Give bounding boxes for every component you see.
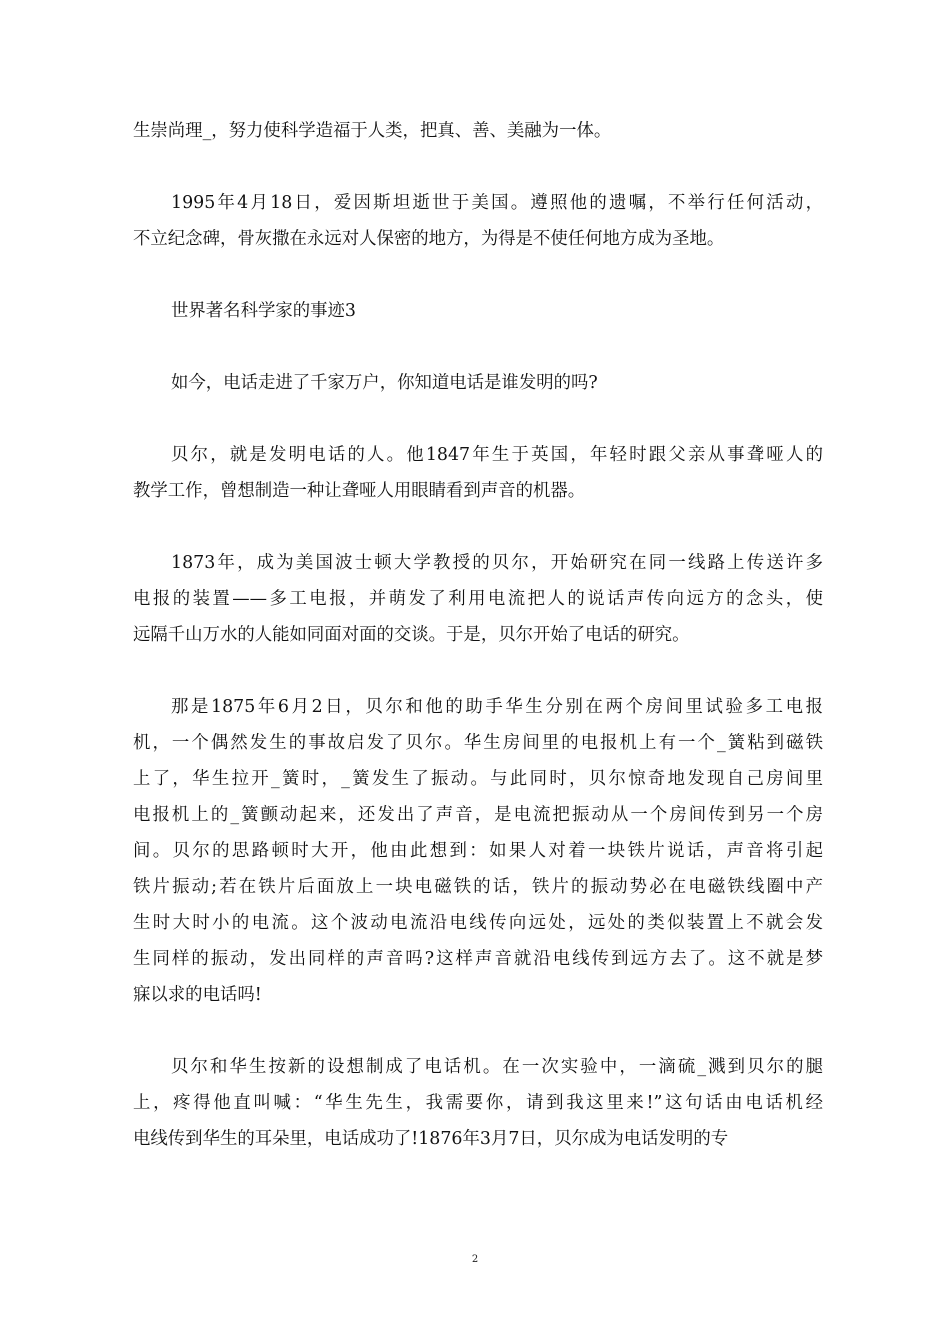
text-line: 电报的装置——多工电报，并萌发了利用电流把人的说话声传向远方的念头，使: [133, 589, 823, 609]
page-number: 2: [471, 1254, 479, 1265]
text-line: 世界著名科学家的事迹3: [171, 301, 356, 321]
paragraph-p-continuation: [133, 113, 823, 149]
text-line: 不立纪念碑，骨灰撒在永远对人保密的地方，为得是不使任何地方成为圣地。: [133, 229, 725, 249]
paragraph-p-1875: [133, 689, 823, 1013]
text-line: 远隔千山万水的人能如同面对面的交谈。于是，贝尔开始了电话的研究。: [133, 625, 690, 645]
text-line: 那是1875年6月2日，贝尔和他的助手华生分别在两个房间里试验多工电报: [171, 697, 823, 717]
paragraph-p-heading: [133, 293, 823, 329]
text-line: 生同样的振动，发出同样的声音吗?这样声音就沿电线传到远方去了。这不就是梦: [133, 949, 823, 969]
text-line: 间。贝尔的思路顿时大开，他由此想到：如果人对着一块铁片说话，声音将引起: [133, 841, 823, 861]
text-line: 贝尔，就是发明电话的人。他1847年生于英国，年轻时跟父亲从事聋哑人的: [171, 445, 823, 465]
text-line: 贝尔和华生按新的设想制成了电话机。在一次实验中，一滴硫_溅到贝尔的腿: [171, 1057, 823, 1077]
text-line: 1995年4月18日，爱因斯坦逝世于美国。遵照他的遗嘱，不举行任何活动，: [171, 193, 823, 213]
paragraph-gap: [133, 401, 823, 437]
text-line: 1873年，成为美国波士顿大学教授的贝尔，开始研究在同一线路上传送许多: [171, 553, 823, 573]
paragraph-gap: [133, 329, 823, 365]
text-line: 教学工作，曾想制造一种让聋哑人用眼睛看到声音的机器。: [133, 481, 586, 501]
text-line: 生崇尚理_，努力使科学造福于人类，把真、善、美融为一体。: [133, 121, 612, 141]
paragraph-p-invention: [133, 1049, 823, 1157]
text-line: 铁片振动;若在铁片后面放上一块电磁铁的话，铁片的振动势必在电磁铁线圈中产: [133, 877, 823, 897]
text-line: 寐以求的电话吗!: [133, 985, 262, 1005]
paragraph-p-1995: [133, 185, 823, 257]
paragraph-gap: [133, 653, 823, 689]
paragraph-p-question: [133, 365, 823, 401]
paragraph-gap: [133, 149, 823, 185]
paragraph-p-1873: [133, 545, 823, 653]
text-line: 机，一个偶然发生的事故启发了贝尔。华生房间里的电报机上有一个_簧粘到磁铁: [133, 733, 823, 753]
text-line: 电线传到华生的耳朵里，电话成功了!1876年3月7日，贝尔成为电话发明的专: [133, 1129, 729, 1149]
paragraph-gap: [133, 1013, 823, 1049]
text-line: 上了，华生拉开_簧时，_簧发生了振动。与此同时，贝尔惊奇地发现自己房间里: [133, 769, 823, 789]
body-text: [133, 113, 823, 1157]
paragraph-gap: [133, 509, 823, 545]
paragraph-p-bell: [133, 437, 823, 509]
text-line: 上，疼得他直叫喊：“华生先生，我需要你，请到我这里来!”这句话由电话机经: [133, 1093, 823, 1113]
text-line: 如今，电话走进了千家万户，你知道电话是谁发明的吗?: [171, 373, 598, 393]
paragraph-gap: [133, 257, 823, 293]
text-line: 电报机上的_簧颤动起来，还发出了声音，是电流把振动从一个房间传到另一个房: [133, 805, 823, 825]
text-line: 生时大时小的电流。这个波动电流沿电线传向远处，远处的类似装置上不就会发: [133, 913, 823, 933]
